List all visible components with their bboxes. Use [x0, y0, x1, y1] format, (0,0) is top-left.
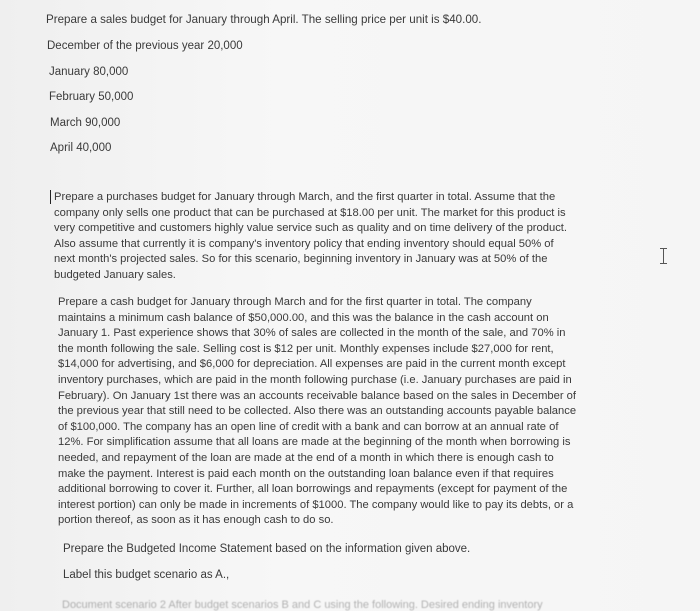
cutoff-text-line: Document scenario 2 After budget scenarios B and C using the following. Desired ending inventory	[62, 599, 543, 611]
sales-line-april: April 40,000	[50, 142, 112, 154]
sales-line-february: February 50,000	[49, 91, 134, 103]
sales-line-march: March 90,000	[50, 117, 121, 129]
text-caret	[50, 190, 51, 204]
ibeam-cursor-icon	[658, 248, 670, 264]
label-scenario-line: Label this budget scenario as A.,	[63, 569, 230, 581]
sales-line-january: January 80,000	[49, 66, 129, 78]
cash-budget-paragraph[interactable]: Prepare a cash budget for January through March and for the first quarter in total. The company maintains a minimum cash balance of $50,000.00, and this was the balance in the cash account on January 1. Past experience shows that 30% of sales are collected in the month of the sale, and 70% in the month following the sale. Selling cost is $12 per unit. Monthly expenses include $27,000 for rent, $14,000 for advertising, and $6,000 for depreciation. All expenses are paid in the current month except inventory purchases, which are paid in the month following purchase (i.e. January purchases are paid in February). On January 1st there was an accounts receivable balance based on the sales in December of the previous year that still need to be collected. Also there was an outstanding accounts payable balance of $100,000. The company has an open line of credit with a bank and can borrow at an annual rate of 12%. For simplification assume that all loans are made at the beginning of the month when borrowing is needed, and repayment of the loan are made at the end of a month in which there is enough cash to make the payment. Interest is paid each month on the outstanding loan balance even if that requires additional borrowing to cover it. Further, all loan borrowings and repayments (except for payment of the interest portion) can only be made in increments of $1000. The company would like to pay its debts, or a portion thereof, as soon as it has enough cash to do so.	[58, 296, 577, 527]
purchases-budget-paragraph[interactable]: Prepare a purchases budget for January through March, and the first quarter in total. Assume that the company only sells one product that can be purchased at $18.00 per unit. The market for this product is very competitive and customers highly value service such as quality and on time delivery of the product. Also assume that currently it is company's inventory policy that ending inventory should equal 50% of next month's projected sales. So for this scenario, beginning inventory in January was at 50% of the budgeted January sales.	[54, 191, 568, 281]
sales-line-december: December of the previous year 20,000	[47, 40, 243, 52]
sales-budget-title: Prepare a sales budget for January through April. The selling price per unit is $40.00.	[46, 13, 482, 26]
income-statement-instruction: Prepare the Budgeted Income Statement based on the information given above.	[63, 543, 471, 555]
